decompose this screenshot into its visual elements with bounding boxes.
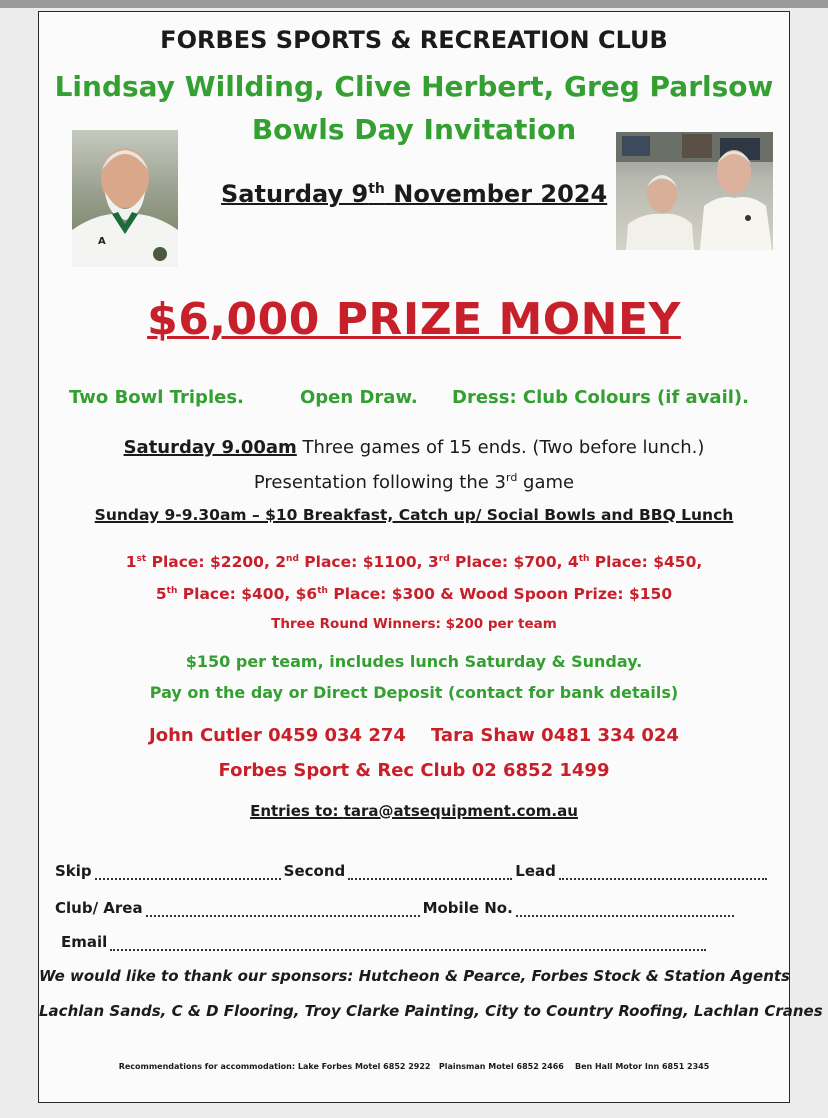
sponsors-line-1: We would like to thank our sponsors: Hutcheon & Pearce, Forbes Stock & Station Agents bbox=[39, 967, 790, 985]
prize-headline: $6,000 PRIZE MONEY bbox=[147, 294, 681, 345]
contacts-line-1: John Cutler 0459 034 274 Tara Shaw 0481 334 024 bbox=[149, 725, 679, 746]
presentation-note: Presentation following the 3rd game bbox=[253, 471, 575, 493]
entries-email-link[interactable]: tara@atsequipment.com.au bbox=[343, 802, 578, 820]
second-label: Second bbox=[283, 862, 346, 880]
club-area-label: Club/ Area bbox=[55, 899, 143, 917]
sponsors-line-2: Lachlan Sands, C & D Flooring, Troy Clarke Painting, City to Country Roofing, Lachlan Cranes bbox=[39, 1002, 823, 1020]
form-row-players bbox=[55, 862, 770, 880]
event-name: Bowls Day Invitation bbox=[251, 113, 577, 146]
round-winners: Three Round Winners: $200 per team bbox=[271, 616, 557, 632]
format-draw: Open Draw. bbox=[300, 387, 418, 408]
skip-label: Skip bbox=[55, 862, 92, 880]
contacts-line-2: Forbes Sport & Rec Club 02 6852 1499 bbox=[218, 760, 610, 781]
top-bar bbox=[0, 0, 828, 8]
email-field[interactable] bbox=[110, 939, 706, 951]
svg-text:A: A bbox=[98, 236, 106, 247]
honorees: Lindsay Willding, Clive Herbert, Greg Parlsow bbox=[54, 70, 774, 103]
accommodation-note: Recommendations for accommodation: Lake Forbes Motel 6852 2922 Plainsman Motel 6852 2466 Ben Hall Motor Inn 6851 2345 bbox=[118, 1062, 710, 1071]
lead-label: Lead bbox=[515, 862, 556, 880]
portrait-image bbox=[72, 130, 178, 267]
form-row-club bbox=[55, 899, 737, 917]
sunday-schedule: Sunday 9-9.30am – $10 Breakfast, Catch up/ Social Bowls and BBQ Lunch bbox=[94, 506, 734, 524]
prizes-line-1: 1st Place: $2200, 2nd Place: $1100, 3rd Place: $700, 4th Place: $450, bbox=[125, 553, 703, 571]
entry-fee: $150 per team, includes lunch Saturday & Sunday. bbox=[185, 652, 643, 671]
format-dress: Dress: Club Colours (if avail). bbox=[452, 387, 749, 408]
mobile-field[interactable] bbox=[516, 905, 734, 917]
payment-info: Pay on the day or Direct Deposit (contact for bank details) bbox=[149, 683, 679, 702]
second-field[interactable] bbox=[348, 868, 512, 880]
format-triples: Two Bowl Triples. bbox=[69, 387, 244, 408]
club-area-field[interactable] bbox=[146, 905, 420, 917]
skip-field[interactable] bbox=[95, 868, 281, 880]
flyer-sheet bbox=[38, 11, 823, 1103]
lead-field[interactable] bbox=[559, 868, 767, 880]
honoree-photo-right bbox=[616, 132, 773, 250]
mobile-label: Mobile No. bbox=[422, 899, 513, 917]
prizes-line-2: 5th Place: $400, $6th Place: $300 & Wood Spoon Prize: $150 bbox=[155, 585, 673, 603]
email-label: Email bbox=[61, 933, 108, 951]
group-image bbox=[616, 132, 773, 250]
event-date: Saturday 9th November 2024 bbox=[221, 180, 608, 208]
saturday-schedule: Saturday 9.00am Three games of 15 ends. (Two before lunch.) bbox=[123, 437, 705, 458]
club-name: FORBES SPORTS & RECREATION CLUB bbox=[160, 26, 668, 54]
form-row-email bbox=[61, 933, 709, 951]
honoree-photo-left bbox=[72, 130, 178, 267]
entries-line: Entries to: tara@atsequipment.com.au bbox=[250, 802, 578, 820]
